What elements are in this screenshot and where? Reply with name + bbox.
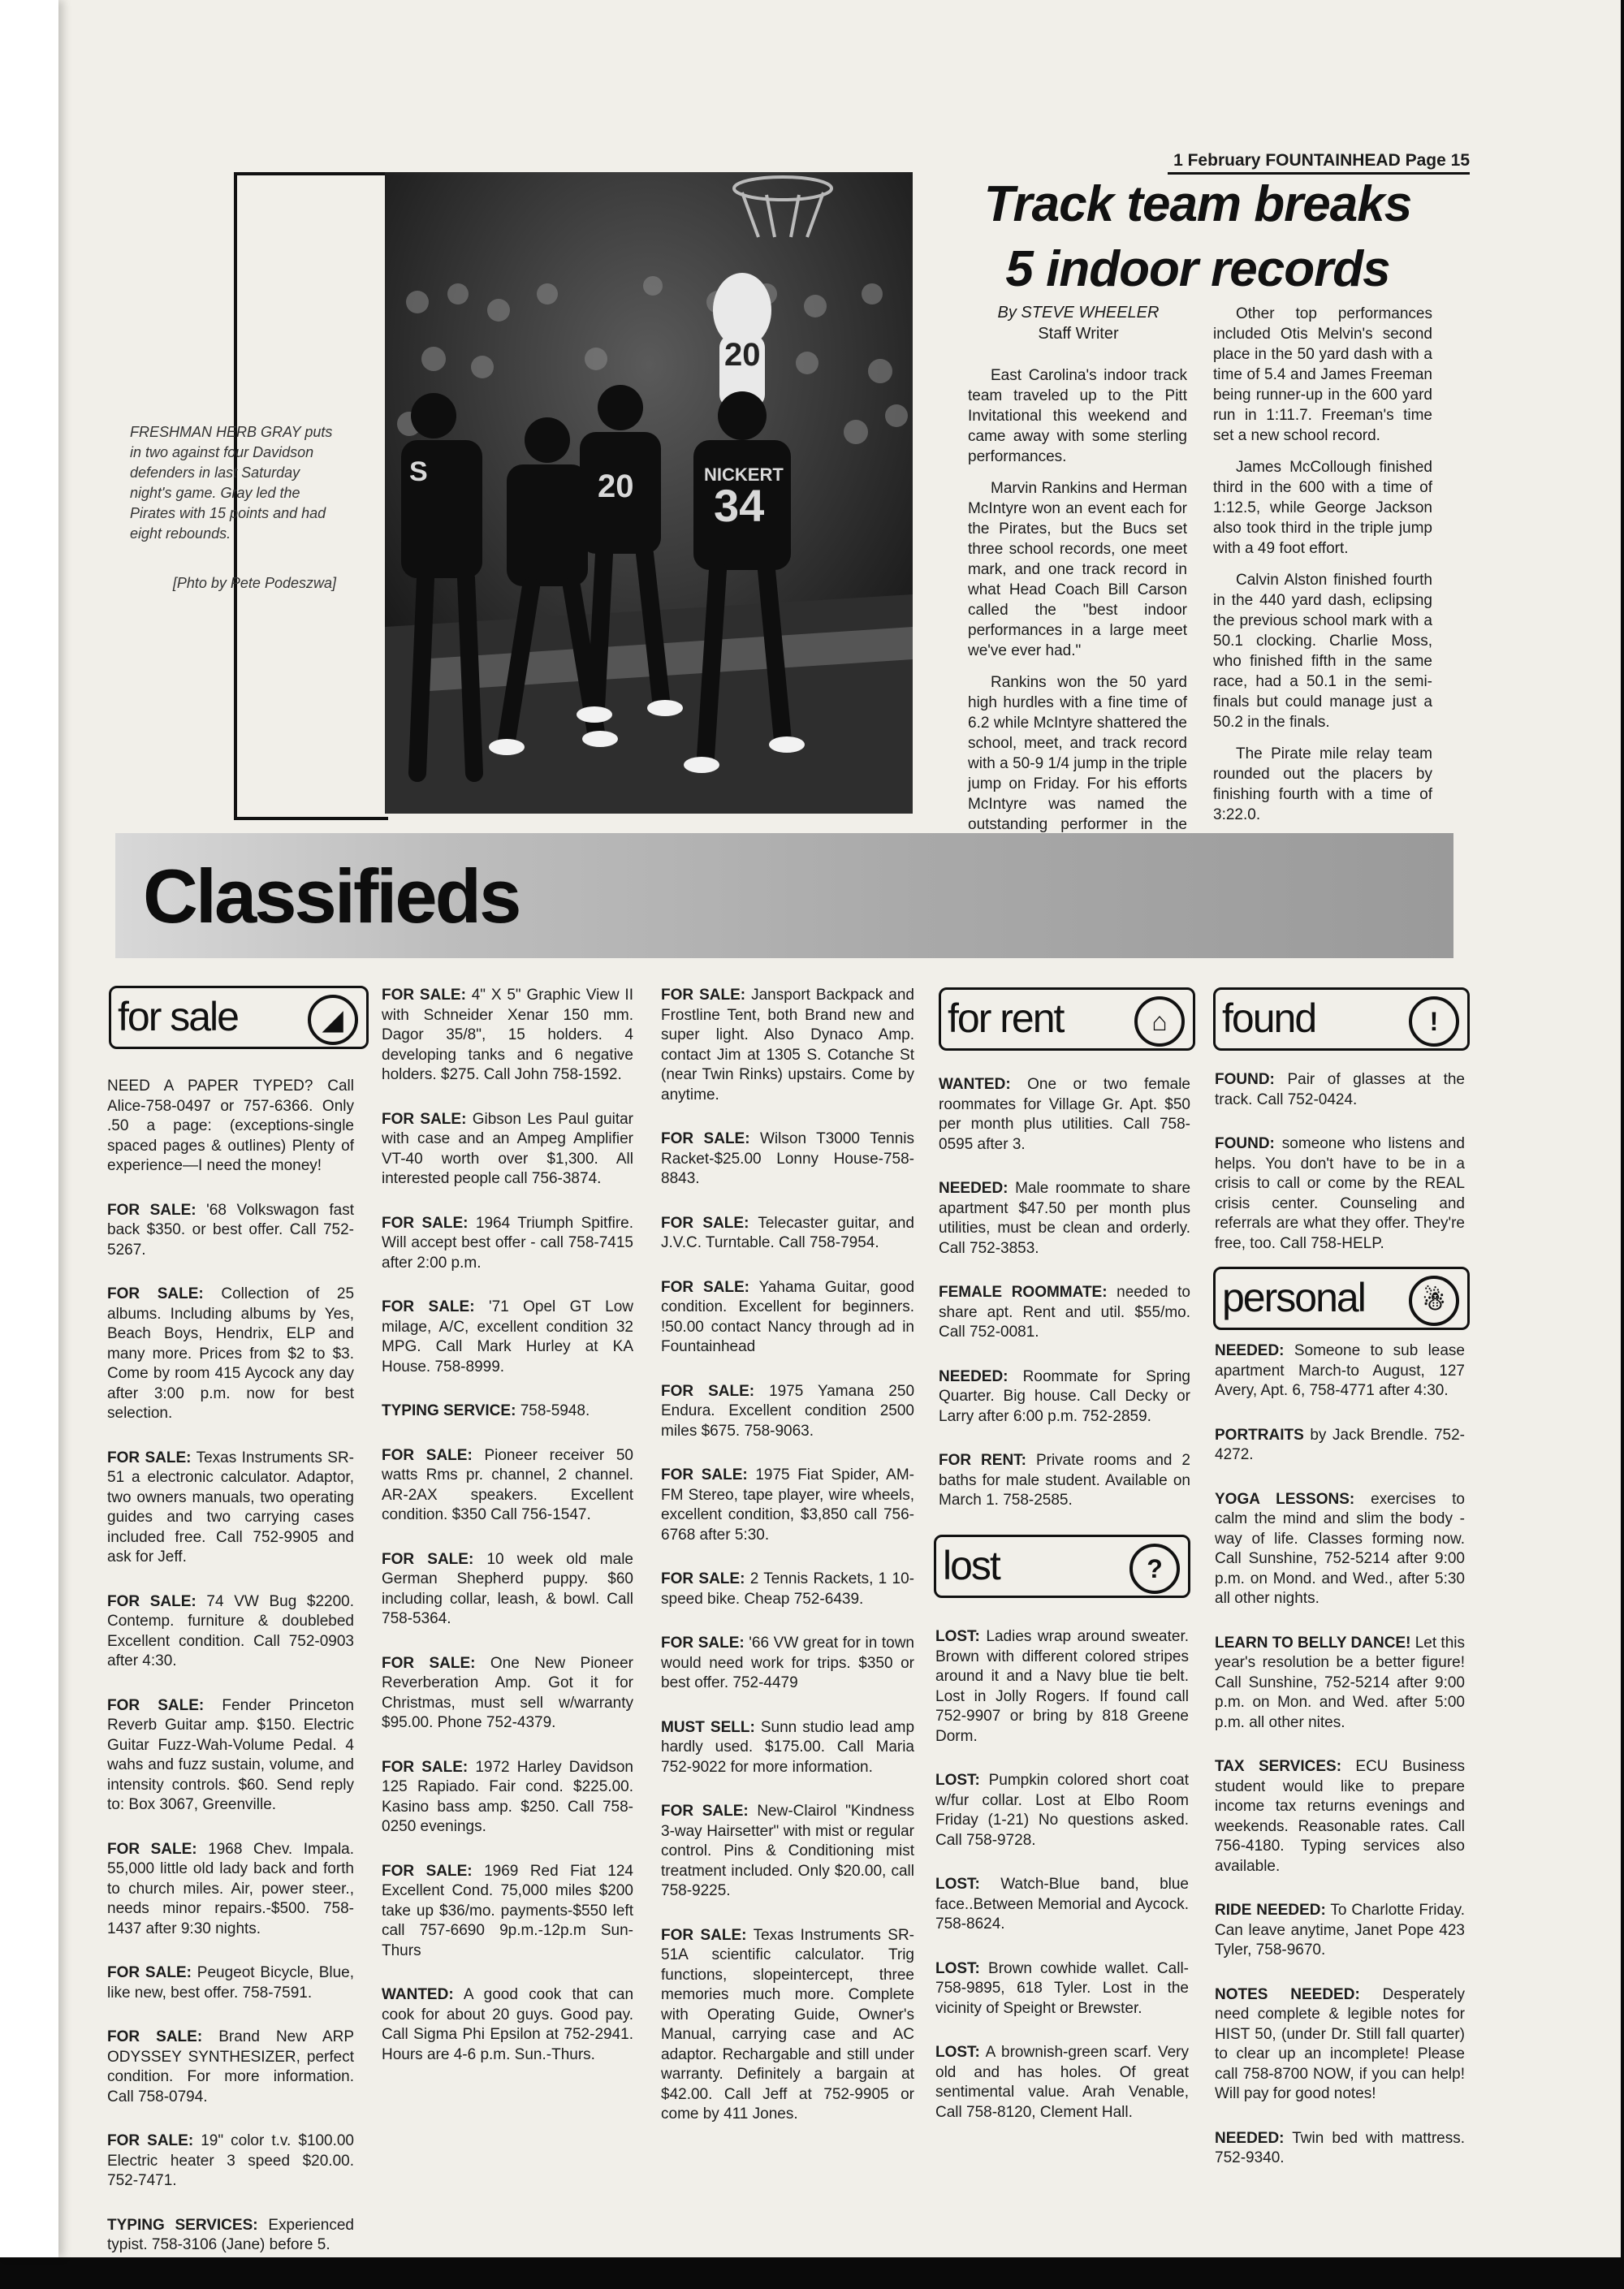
ad-text: 2 Tennis Rackets, 1 10-speed bike. Cheap 752-6439. xyxy=(661,1570,915,1608)
ad-text: Pair of glasses at the track. Call 752-0424. xyxy=(1215,1071,1465,1108)
ad-text: Private rooms and 2 baths for male student. Available on March 1. 758-2585. xyxy=(939,1452,1190,1509)
classified-ad xyxy=(382,1298,633,1377)
classified-ad xyxy=(107,1963,354,2003)
ad-text: New-Clairol "Kindness 3-way Hairsetter" with mist or regular control. Pins & Conditioning mist treatment included. Only $20.00, call 758-9225. xyxy=(661,1803,914,1899)
house-icon: ⌂ xyxy=(1134,996,1185,1047)
classified-ad xyxy=(661,1466,914,1545)
ad-text: Collection of 25 albums. Including albums by Yes, Beach Boys, Hendrix, ELP and many more. Prices from $2 to $3. Come by room 415 Aycock any day after 3:00 p.m. now for best selection. xyxy=(107,1285,355,1422)
exclamation-icon: ! xyxy=(1409,996,1459,1047)
ad-text: One or two female roommates for Village Gr. Apt. $50 per month plus utilities. Call 758-0595 after 3. xyxy=(939,1076,1190,1153)
ad-heading: FOR SALE: xyxy=(661,1130,750,1147)
article-headline xyxy=(934,172,1462,302)
ad-text: Peugeot Bicycle, Blue, like new, best offer. 758-7591. xyxy=(107,1964,354,2002)
ad-heading: FOR SALE: xyxy=(107,1285,204,1302)
folio-date: 1 February xyxy=(1173,151,1261,170)
classified-ad xyxy=(107,2216,354,2256)
ad-text: 1968 Chev. Impala. 55,000 little old lady back and forth to church miles. Air, power steer., needs minor repairs.-$500. 758-1437 after 9:30 nights. xyxy=(107,1840,355,1937)
ad-text: To Charlotte Friday. Can leave anytime, Janet Pope 423 Tyler, 758-9670. xyxy=(1215,1902,1465,1959)
jersey-name: NICKERT xyxy=(704,464,784,485)
classified-ad xyxy=(382,1862,633,1962)
ad-heading: NEEDED: xyxy=(939,1180,1009,1197)
for-sale-column-1 xyxy=(107,1077,354,2280)
category-for-sale xyxy=(109,986,369,1049)
ad-text: Ladies wrap around sweater. Brown with different colored stripes around it and a Navy blue tie belt. Lost in Jolly Rogers. If found call 752-9907 or bring by 818 Greene Dorm. xyxy=(935,1628,1190,1745)
caption-lead: FRESHMAN HERB GRAY xyxy=(130,424,301,440)
classified-ad xyxy=(107,1840,354,1940)
page-folio xyxy=(1168,151,1470,175)
classified-ad xyxy=(935,1627,1189,1747)
ad-text: 1969 Red Fiat 124 Excellent Cond. 75,000 miles $200 take up $36/mo. payments-$550 left call 757-6690 9p.m.-12p.m Sun-Thurs xyxy=(382,1862,634,1959)
ad-text: Let this year's resolution be a better figure! Call Sunshine, 752-5214 after 9:00 p.m. on Mon. and Wed. after 5:00 p.m. all other nites. xyxy=(1215,1634,1466,1731)
ad-heading: FOR SALE: xyxy=(107,1201,197,1219)
ad-heading: FOR SALE: xyxy=(107,1696,205,1714)
person-icon: ☃ xyxy=(1409,1276,1459,1326)
article-paragraph: The Pirate mile relay team rounded out the placers by finishing fourth with a time of 3:22.0. xyxy=(1213,745,1432,823)
ad-heading: FOR SALE: xyxy=(107,2028,203,2045)
classified-ad xyxy=(382,1401,633,1422)
ad-text: Experienced typist. 758-3106 (Jane) before 5. xyxy=(107,2216,354,2253)
classified-ad xyxy=(1215,2129,1465,2169)
page-gutter xyxy=(0,0,58,2257)
ad-heading: FOR SALE: xyxy=(661,1382,755,1400)
ad-text: ECU Business student would like to prepare income tax returns evenings and weekends. Reasonable rates. Call 756-4180. Typing services also available. xyxy=(1215,1758,1465,1875)
headline-line-2: 5 indoor records xyxy=(1005,241,1390,297)
photo-credit: [Phto by Pete Podeszwa] xyxy=(172,575,336,591)
classified-ad xyxy=(1215,1901,1465,1961)
article-paragraph: Calvin Alston finished fourth in the 440 yard dash, eclipsing the previous school mark with a 50.1 clocking. Charlie Moss, who finished fifth in the same race, had a 50.1 in the semi-finals but could manage just a 50.2 in the finals. xyxy=(1213,572,1432,731)
lost-column xyxy=(935,1627,1189,2147)
category-found xyxy=(1213,987,1470,1051)
ad-text: Twin bed with mattress. 752-9340. xyxy=(1215,2129,1465,2166)
ad-text: by Jack Brendle. 752-4272. xyxy=(1215,1426,1466,1463)
ad-heading: LEARN TO BELLY DANCE! xyxy=(1215,1634,1411,1652)
ad-heading: FOR SALE: xyxy=(107,1840,197,1858)
ad-text: Watch-Blue band, blue face..Between Memorial and Aycock. 758-8624. xyxy=(935,1876,1190,1933)
for-sale-column-2 xyxy=(382,986,633,2089)
ad-heading: TYPING SERVICE: xyxy=(382,1402,516,1419)
classified-ad xyxy=(107,2028,354,2107)
classified-ad xyxy=(939,1367,1190,1427)
jersey-number-20-top: 20 xyxy=(724,337,761,373)
classified-ad xyxy=(1215,1426,1465,1466)
folio-paper: FOUNTAINHEAD xyxy=(1265,151,1401,170)
ad-heading: LOST: xyxy=(935,1772,980,1789)
personal-column xyxy=(1215,1341,1465,2193)
ad-heading: YOGA LESSONS: xyxy=(1215,1490,1355,1508)
ad-heading: FOR SALE: xyxy=(382,987,466,1004)
ad-heading: FOR SALE: xyxy=(107,1964,192,1981)
article-paragraph: Rankins won the 50 yard high hurdles with a fine time of 6.2 while McIntyre shattered the school, meet, and track record with a 50-9 1/4 jump in the triple jump on Friday. For his efforts McIntyre was named the outstanding performer in the xyxy=(968,674,1187,833)
ad-text: needed to share apt. Rent and util. $55/mo. Call 752-0081. xyxy=(939,1284,1190,1341)
classified-ad xyxy=(939,1283,1190,1343)
ad-text: Wilson T3000 Tennis Racket-$25.00 Lonny House-758-8843. xyxy=(661,1130,914,1187)
ad-heading: LOST: xyxy=(935,1959,980,1977)
classified-ad xyxy=(382,1985,633,2065)
ad-heading: WANTED: xyxy=(939,1076,1011,1093)
byline-role: Staff Writer xyxy=(1038,325,1119,343)
ad-text: A good cook that can cook for about 20 guys. Good pay. Call Sigma Phi Epsilon at 752-2941. Hours are 4-6 p.m. Sun.-Thurs. xyxy=(382,1986,634,2063)
category-label: for rent xyxy=(948,995,1064,1041)
classified-ad xyxy=(935,1959,1189,2019)
classified-ad xyxy=(382,1446,633,1526)
classified-ad xyxy=(661,1129,914,1190)
ad-heading: NOTES NEEDED: xyxy=(1215,1985,1360,2003)
ad-heading: FOR SALE: xyxy=(661,1278,750,1296)
ad-text: Jansport Backpack and Frostline Tent, both Brand new and super light. Also Dynaco Amp. contact Jim at 1305 S. Cotanche St (near Twin Rinks) upstairs. Come by anytime. xyxy=(661,987,914,1103)
jersey-number-20: 20 xyxy=(598,469,634,504)
classified-ad xyxy=(935,1771,1189,1851)
ad-heading: FOR SALE: xyxy=(107,1449,192,1466)
ad-text: Pioneer receiver 50 watts Rms pr. channel, 2 channel. AR-2AX speakers. Excellent condition. $350 Call 756-1547. xyxy=(382,1446,633,1523)
ad-heading: FOR SALE: xyxy=(661,987,746,1004)
classifieds-title: Classifieds xyxy=(143,853,520,939)
ad-text: exercises to calm the mind and slim the body - way of life. Classes forming now. Call Sunshine, 752-5214 after 9:00 p.m. on Mond. and Wed., after 5:30 all other nights. xyxy=(1215,1490,1465,1607)
classified-ad xyxy=(939,1075,1190,1155)
ad-heading: NEEDED: xyxy=(939,1367,1009,1385)
ad-heading: FOR SALE: xyxy=(382,1654,476,1672)
classified-ad xyxy=(382,1654,633,1734)
classified-ad xyxy=(382,1214,633,1274)
ad-heading: WANTED: xyxy=(382,1986,454,2003)
ad-text: Roommate for Spring Quarter. Big house. Call Decky or Larry after 6:00 p.m. 752-2859. xyxy=(939,1367,1190,1425)
category-label: for sale xyxy=(118,994,238,1039)
ad-heading: FOR SALE: xyxy=(661,1803,749,1820)
ad-text: 74 VW Bug $2200. Contemp. furniture & doublebed Excellent condition. Call 752-0903 after 4:30. xyxy=(107,1592,355,1669)
ad-text: 1972 Harley Davidson 125 Rapiado. Fair cond. $225.00. Kasino bass amp. $250. Call 758-0250 evenings. xyxy=(382,1758,633,1835)
ad-heading: NEEDED: xyxy=(1215,1342,1285,1359)
classified-ad xyxy=(107,1696,354,1816)
ad-heading: FOR SALE: xyxy=(382,1110,467,1128)
classified-ad xyxy=(1215,1985,1465,2105)
ad-text: Someone to sub lease apartment March-to August, 127 Avery, Apt. 6, 758-4771 after 4:30. xyxy=(1215,1342,1465,1399)
classified-ad xyxy=(382,986,633,1086)
tag-icon: ◢ xyxy=(308,995,358,1045)
classified-ad xyxy=(107,1285,354,1424)
article-paragraph: James McCollough finished third in the 600 with a time of 1:12.5, while George Jackson also took third in the triple jump with a 49 foot effort. xyxy=(1213,459,1432,557)
classified-ad xyxy=(661,1214,914,1254)
ad-text: 4" X 5" Graphic View II with Schneider Xenar 150 mm. Dagor 35/8", 15 holders. 4 developing tanks and 6 negative holders. $275. Call John 758-1592. xyxy=(382,987,633,1083)
category-label: personal xyxy=(1222,1275,1365,1320)
ad-heading: FOR SALE: xyxy=(661,1466,748,1484)
jersey-letter: S xyxy=(409,456,428,487)
ad-heading: FOR SALE: xyxy=(661,1214,749,1232)
classified-ad xyxy=(107,1449,354,1568)
ad-text: Sunn studio lead amp hardly used. $175.00. Call Maria 752-9022 for more information. xyxy=(661,1718,915,1776)
classified-ad xyxy=(661,1278,914,1358)
ad-heading: FOR SALE: xyxy=(382,1214,469,1232)
article-byline xyxy=(981,302,1176,344)
category-lost xyxy=(934,1535,1190,1598)
classified-ad xyxy=(1215,1634,1465,1734)
ad-text: Male roommate to share apartment $47.50 per month plus utilities, must be clean and orderly. Call 752-3853. xyxy=(939,1180,1191,1257)
ad-text: Pumpkin colored short coat w/fur collar. Lost at Elbo Room Friday (1-21) No questions asked. Call 758-9728. xyxy=(935,1772,1189,1849)
article-column-2 xyxy=(1213,304,1432,836)
ad-heading: MUST SELL: xyxy=(661,1718,755,1736)
classified-ad xyxy=(107,2131,354,2192)
category-for-rent xyxy=(939,987,1195,1051)
basketball-photo-image xyxy=(385,172,913,814)
ad-text: Brand New ARP ODYSSEY SYNTHESIZER, perfect condition. For more information. Call 758-0794. xyxy=(107,2028,355,2105)
ad-text: '68 Volkswagon fast back $350. or best offer. Call 752-5267. xyxy=(107,1201,355,1259)
ad-text: A brownish-green scarf. Very old and has holes. Of great sentimental value. Arah Venable, Call 758-8120, Clement Hall. xyxy=(935,2044,1190,2121)
ad-text: '66 VW great for in town would need work for trips. $350 or best offer. 752-4479 xyxy=(661,1635,914,1691)
classified-ad xyxy=(1215,1341,1465,1401)
ad-heading: FOUND: xyxy=(1215,1135,1275,1152)
ad-heading: FOUND: xyxy=(1215,1071,1275,1088)
ad-text: 1975 Fiat Spider, AM-FM Stereo, tape player, wire wheels, excellent condition, $3,850 call 756-6768 after 5:30. xyxy=(661,1466,915,1544)
classified-ad xyxy=(107,1201,354,1261)
article-column-1 xyxy=(968,365,1187,866)
article-paragraph: East Carolina's indoor track team traveled up to the Pitt Invitational this weekend and came away with some sterling performances. xyxy=(968,367,1187,465)
classified-ad xyxy=(661,1570,914,1609)
question-icon: ? xyxy=(1129,1544,1180,1594)
ad-heading: FEMALE ROOMMATE: xyxy=(939,1284,1108,1301)
ad-heading: FOR SALE: xyxy=(661,1635,745,1652)
classified-ad xyxy=(939,1451,1190,1511)
ad-text: Desperately need complete & legible notes for HIST 50, (under Dr. Still fall quarter) to clear up an incomplete! Please call 758-8700 NOW, if you can help! Will pay for good notes! xyxy=(1215,1985,1465,2102)
classified-ad xyxy=(661,1926,914,2125)
ad-text: Texas Instruments SR-51A scientific calculator. Trig functions, slopeintercept, three memories much more. Complete with Operating Guide, Owner's Manual, carrying case and AC adaptor. Rechargable and still under warranty. Definitely a bargain at $42.00. Call Jeff at 752-9905 or come by 411 Jones. xyxy=(661,1926,914,2123)
for-rent-column xyxy=(939,1075,1190,1535)
classified-ad xyxy=(382,1110,633,1190)
classified-ad xyxy=(935,1875,1189,1935)
jersey-number-34: 34 xyxy=(714,480,765,531)
classified-ad xyxy=(107,1077,354,1177)
byline-name: By STEVE WHEELER xyxy=(997,304,1160,322)
classified-ad xyxy=(661,1718,914,1778)
headline-line-1: Track team breaks xyxy=(983,176,1412,232)
ad-heading: FOR SALE: xyxy=(107,2132,194,2149)
ad-heading: TAX SERVICES: xyxy=(1215,1758,1342,1775)
classified-ad xyxy=(661,1382,914,1442)
ad-text: 1964 Triumph Spitfire. Will accept best offer - call 758-7415 after 2:00 p.m. xyxy=(382,1214,634,1272)
ad-text: NEED A PAPER TYPED? Call Alice-758-0497 or 757-6366. Only .50 a page: (exceptions-single spaced pages & outlines) Plenty of experience—I need the money! xyxy=(107,1078,354,1174)
ad-text: Yahama Guitar, good condition. Excellent for beginners. !50.00 contact Nancy through ad in Fountainhead xyxy=(661,1278,915,1355)
ad-heading: TYPING SERVICES: xyxy=(107,2216,258,2234)
classified-ad xyxy=(939,1179,1190,1259)
ad-heading: FOR SALE: xyxy=(661,1570,745,1587)
ad-heading: LOST: xyxy=(935,1876,980,1893)
classified-ad xyxy=(935,2043,1189,2123)
classified-ad xyxy=(661,1634,914,1694)
classified-ad xyxy=(382,1758,633,1838)
ad-heading: FOR SALE: xyxy=(382,1862,473,1880)
ad-heading: RIDE NEEDED: xyxy=(1215,1902,1326,1919)
classified-ad xyxy=(1215,1070,1465,1110)
ad-text: 1975 Yamana 250 Endura. Excellent condition 2500 miles $675. 758-9063. xyxy=(661,1382,915,1440)
ad-heading: LOST: xyxy=(935,2044,980,2061)
classified-ad xyxy=(382,1550,633,1630)
ad-text: Gibson Les Paul guitar with case and an Ampeg Amplifier VT-40 worth over $1,300. All interested people call 756-3874. xyxy=(382,1110,634,1187)
classified-ad xyxy=(107,1592,354,1672)
ad-heading: FOR SALE: xyxy=(382,1550,474,1568)
category-label: found xyxy=(1222,995,1316,1041)
caption-body: puts in two against four Davidson defenders in last Saturday night's game. Gray led the Pirates with 15 points and had eight rebounds. xyxy=(130,424,333,542)
article-paragraph: Other top performances included Otis Melvin's second place in the 50 yard dash with a time of 5.4 and James Freeman being runner-up in the 600 yard run in 1:11.7. Freeman's time set a new school record. xyxy=(1213,305,1432,444)
ad-text: Telecaster guitar, and J.V.C. Turntable. Call 758-7954. xyxy=(661,1214,914,1251)
ad-heading: FOR SALE: xyxy=(382,1298,475,1315)
ad-heading: PORTRAITS xyxy=(1215,1426,1304,1444)
ad-heading: FOR SALE: xyxy=(661,1926,747,1944)
ad-heading: FOR SALE: xyxy=(107,1592,197,1610)
for-sale-column-3 xyxy=(661,986,914,2149)
classified-ad xyxy=(1215,1490,1465,1609)
ad-heading: FOR RENT: xyxy=(939,1452,1026,1469)
ad-text: Brown cowhide wallet. Call-758-9895, 618 Tyler. Lost in the vicinity of Speight or Brewster. xyxy=(935,1959,1189,2017)
classified-ad xyxy=(661,986,914,1105)
classified-ad xyxy=(1215,1757,1465,1877)
ad-heading: LOST: xyxy=(935,1628,980,1645)
ad-text: 758-5948. xyxy=(520,1402,590,1419)
ad-text: 19" color t.v. $100.00 Electric heater 3 speed $20.00. 752-7471. xyxy=(107,2132,354,2189)
found-column xyxy=(1215,1070,1465,1278)
folio-page: Page 15 xyxy=(1405,151,1470,170)
ad-heading: FOR SALE: xyxy=(382,1758,469,1776)
basketball-photo xyxy=(385,172,913,814)
article-paragraph: Marvin Rankins and Herman McIntyre won an event each for the Pirates, but the Bucs set three school records, one meet mark, and one track record in what Head Coach Bill Carson called the "best indoor performances in a large meet we've ever had." xyxy=(968,480,1187,659)
ad-text: Fender Princeton Reverb Guitar amp. $150. Electric Guitar Fuzz-Wah-Volume Pedal. 4 wahs and fuzz sustain, volume, and intensity controls. $60. Send reply to: Box 3067, Greenville. xyxy=(107,1696,354,1813)
photo-caption xyxy=(130,422,339,544)
ad-text: One New Pioneer Reverberation Amp. Got it for Christmas, must sell w/warranty $95.00. Phone 752-4379. xyxy=(382,1654,634,1731)
ad-heading: NEEDED: xyxy=(1215,2129,1285,2147)
ad-text: '71 Opel GT Low milage, A/C, excellent condition 32 MPG. Call Mark Hurley at KA House. 758-8999. xyxy=(382,1298,633,1376)
classified-ad xyxy=(1215,1134,1465,1254)
classified-ad xyxy=(661,1802,914,1902)
ad-text: someone who listens and helps. You don't have to be in a crisis to call or come by the REAL crisis center. Counseling and referrals are what they offer. They're free, too. Call 758-HELP. xyxy=(1215,1135,1465,1252)
category-label: lost xyxy=(943,1543,1000,1588)
ad-text: 10 week old male German Shepherd puppy. $60 including collar, leash, & bowl. Call 758-5364. xyxy=(382,1550,633,1627)
ad-heading: FOR SALE: xyxy=(382,1446,473,1464)
ad-text: Texas Instruments SR-51 a electronic calculator. Adaptor, two owners manuals, two operating guides and two carrying cases included free. Call 752-9905 and ask for Jeff. xyxy=(107,1449,354,1566)
